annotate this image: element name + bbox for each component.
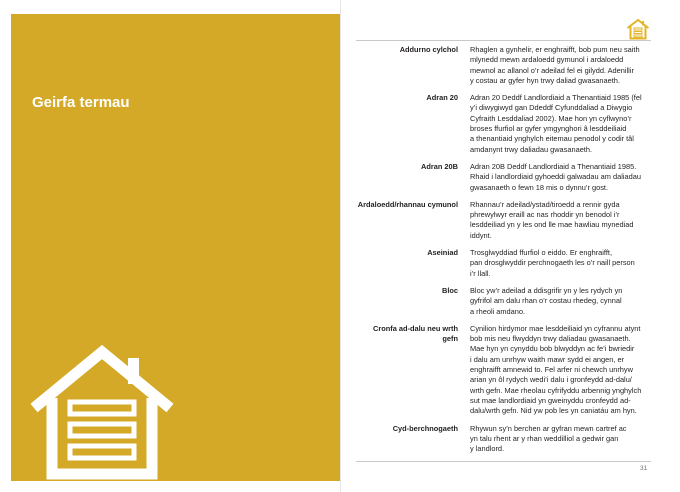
glossary-entry — [356, 248, 651, 279]
section-title: Geirfa termau — [32, 94, 130, 111]
glossary-entry — [356, 424, 651, 455]
glossary-term: Ardaloedd/rhannau cymunol — [357, 199, 458, 209]
glossary-term: Bloc — [441, 285, 458, 295]
page-number: 31 — [640, 465, 648, 472]
glossary-term: Cyd-berchnogaeth — [392, 423, 458, 433]
glossary-entry — [356, 286, 651, 317]
glossary-definition: Bloc yw’r adeilad a ddisgrifir yn y les rydych yn gyfrifol am dalu rhan o’r costau rhedeg, cynnal a rheoli amdano. — [470, 285, 623, 316]
glossary-entry — [356, 200, 651, 241]
glossary — [356, 45, 651, 461]
bottom-divider — [356, 461, 651, 462]
glossary-definition: Rhannau’r adeilad/ystad/tiroedd a rennir gyda phrewylwyr eraill ac nas rhoddir yn benodol i’r lesddeiliad yn y les ond lle mae hawliau mynediad iddynt. — [470, 199, 634, 240]
glossary-definition: Adran 20 Deddf Landlordiaid a Thenantiaid 1985 (fel y’i diwygiwyd gan Ddeddf Cyfunddaliad a Diwygio Cyfraith Lesddaliad 2002). Mae hon yn cyflwyno’r broses ffurfiol ar gyfer ymgynghori â lesddeiliaid a thenantiaid ynghylch eitemau penodol y codir tâl amdanynt trwy daliadau gwasanaeth. — [470, 93, 642, 154]
glossary-entry — [356, 93, 651, 155]
house-icon — [28, 344, 176, 482]
glossary-definition: Cynilion hirdymor mae lesddeiliaid yn cyfrannu atynt bob mis neu flwyddyn trwy daliadau gwasanaeth. Mae hyn yn cynyddu bob blwyddyn ac fe’i bwriedir i dalu am unrhyw waith mawr sydd ei angen, er enghraifft amnewid to. Fel arfer ni chewch unrhyw arian yn ôl rydych wedi’i dalu i gronfeydd ad-dalu/ wrth gefn. Mae rheolau cyfrifyddu arbennig ynghylch sut mae landlordiaid yn gweinyddu cronfeydd ad- dalu/wrth gefn. Nid yw pob les yn caniatáu am hyn. — [470, 323, 642, 416]
glossary-definition: Rhywun sy’n berchen ar gyfran mewn cartref ac yn talu rhent ar y rhan weddilliol a gedwir gan y landlord. — [470, 423, 627, 454]
glossary-entry — [356, 324, 651, 417]
glossary-term: Addurno cylchol — [399, 45, 458, 54]
glossary-term: Cronfa ad-dalu neu wrth gefn — [373, 323, 458, 344]
glossary-definition: Adran 20B Deddf Landlordiaid a Thenantiaid 1985. Rhaid i landlordiaid gyhoeddi galwadau am daliadau gwasanaeth o fewn 18 mis o dynnu’r gost. — [470, 161, 641, 192]
top-divider — [356, 40, 651, 41]
glossary-term: Aseiniad — [427, 248, 458, 258]
glossary-definition: Rhaglen a gynhelir, er enghraifft, bob pum neu saith mlynedd mewn ardaloedd gymunol i ardaloedd mewnol ac allanol o’r adeilad fel ei gilydd. Adenillir y costau ar gyfer hyn trwy daliad gwasanaeth. — [470, 45, 640, 85]
glossary-entry — [356, 162, 651, 193]
home-icon[interactable] — [626, 18, 650, 40]
glossary-term: Adran 20 — [426, 93, 458, 103]
glossary-entry — [356, 45, 651, 86]
glossary-term: Adran 20B — [421, 161, 458, 171]
glossary-definition: Trosglwyddiad ffurfiol o eiddo. Er enghraifft, pan drosglwyddir perchnogaeth les o’r naill person i’r llall. — [470, 248, 635, 278]
